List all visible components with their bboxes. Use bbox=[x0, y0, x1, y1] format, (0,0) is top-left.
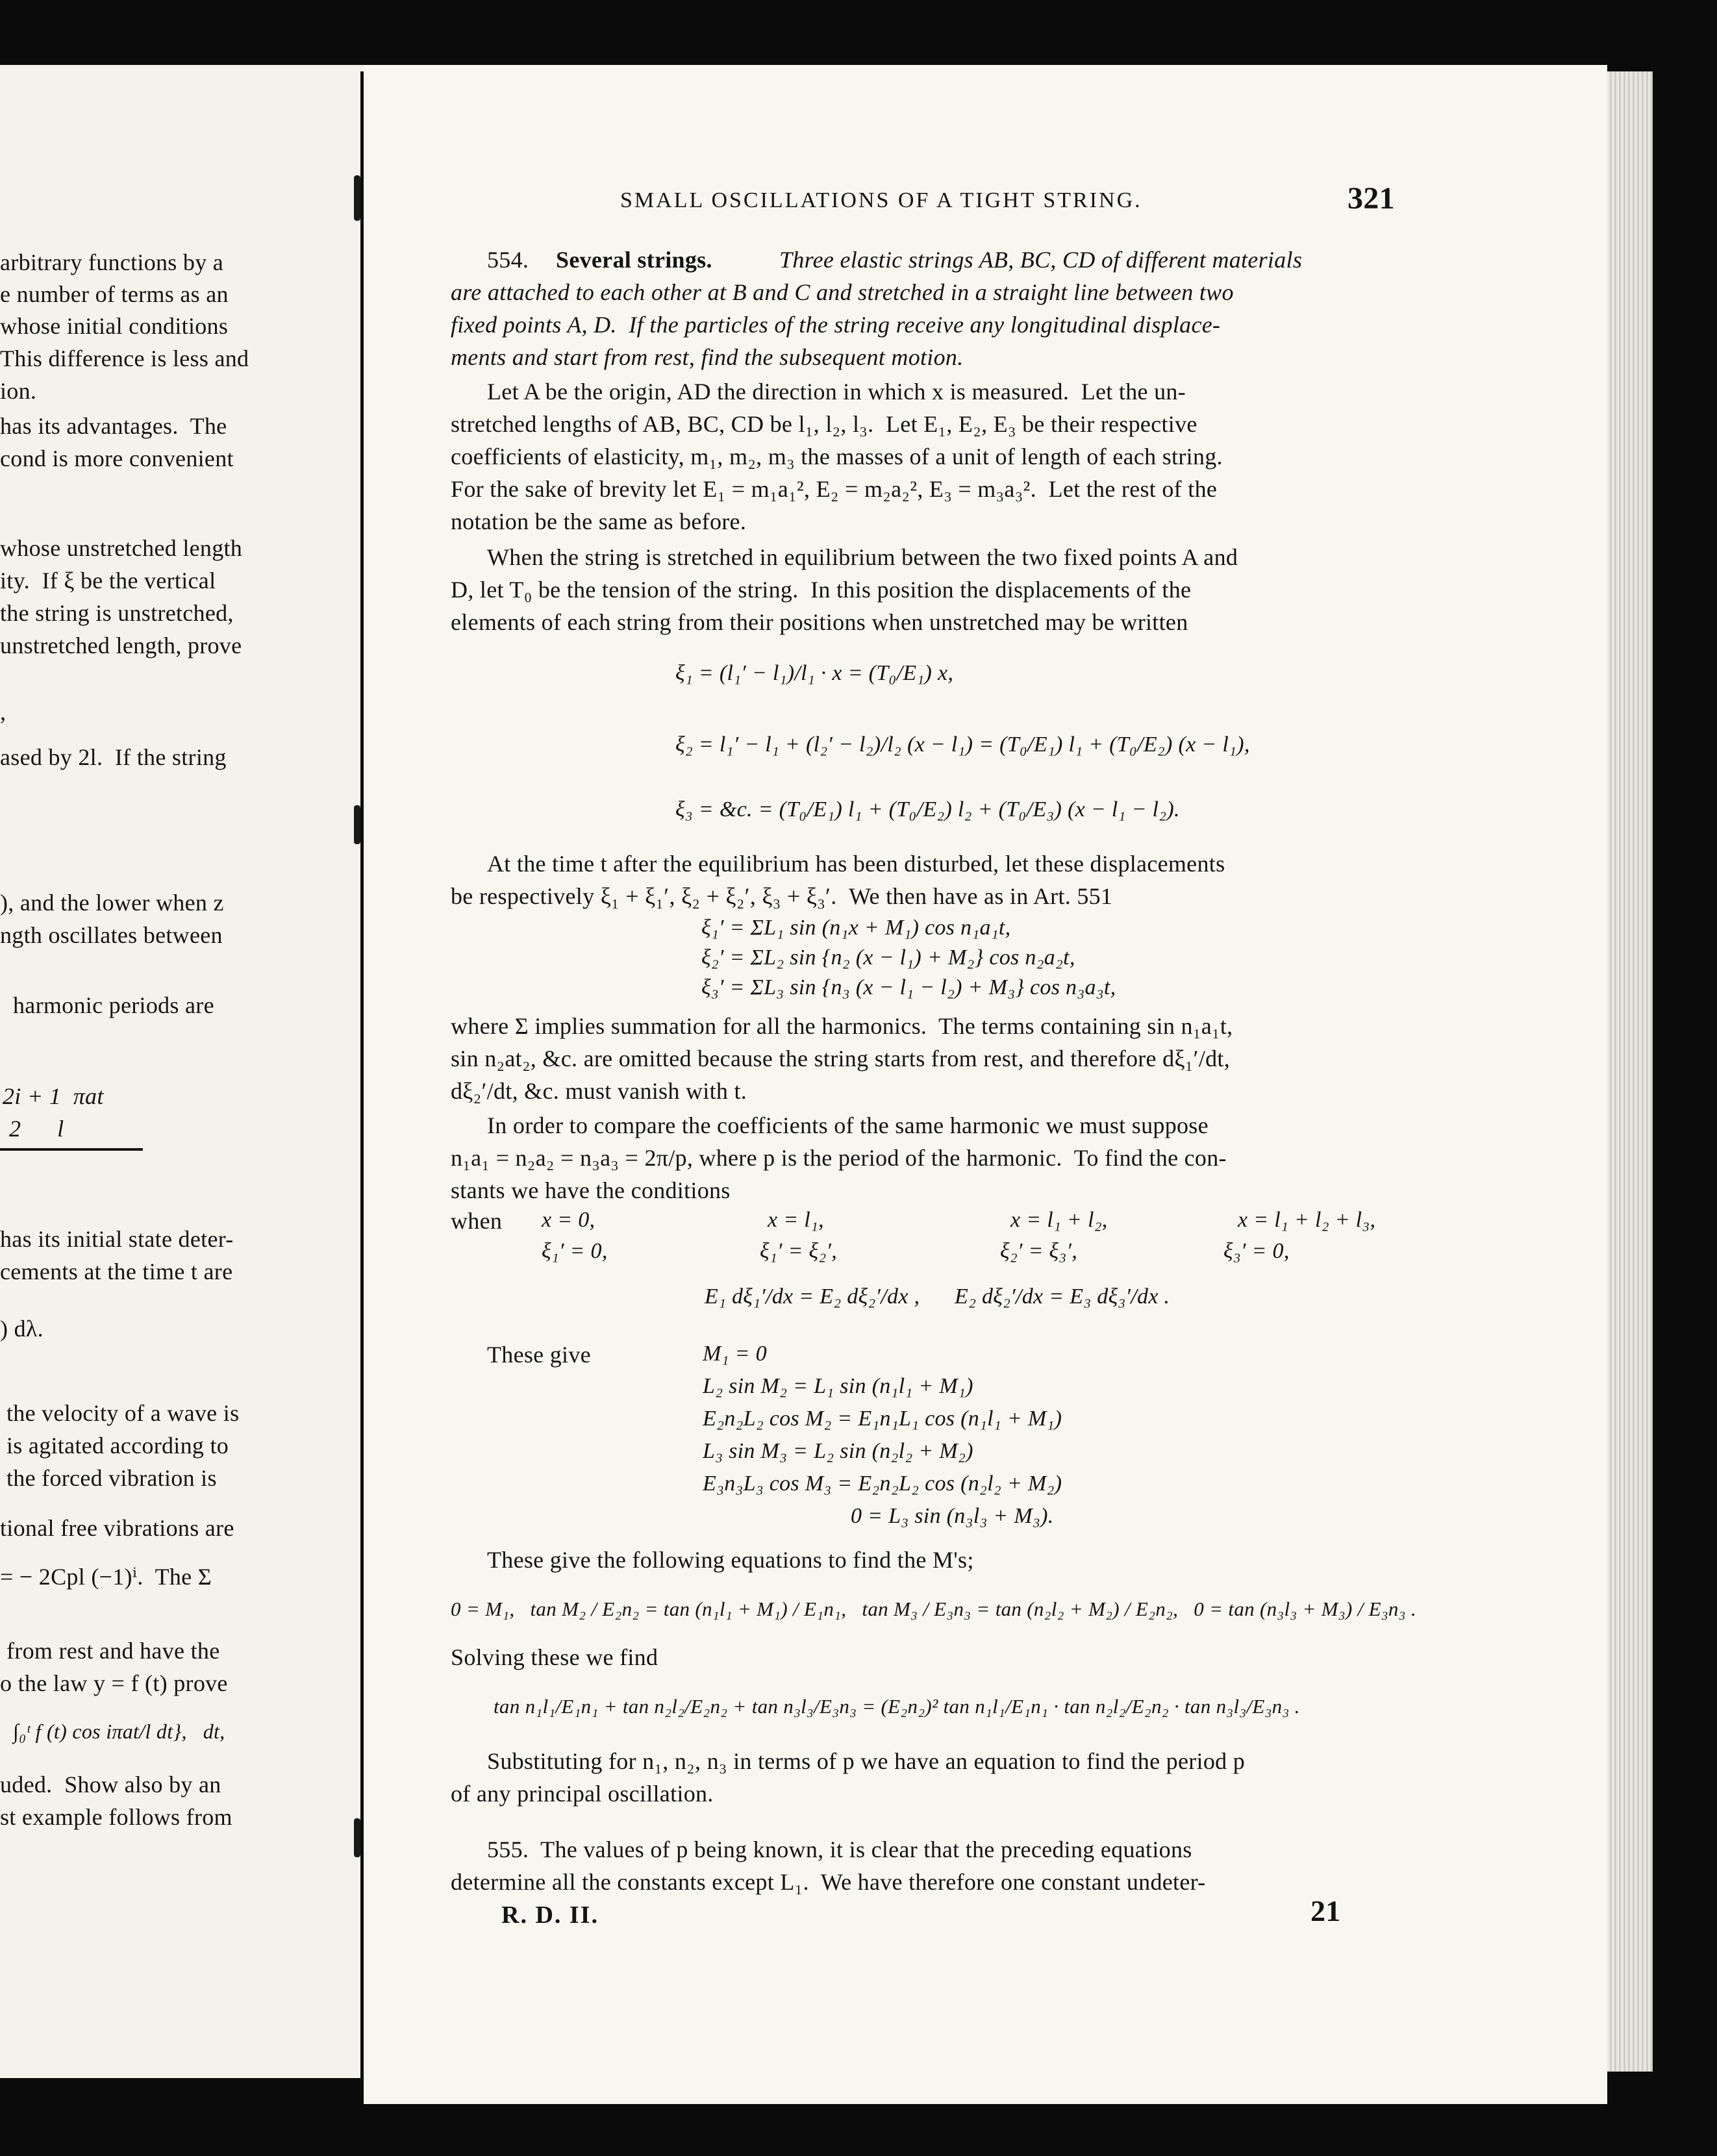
statement-line: ments and start from rest, find the subsequent motion. bbox=[451, 344, 964, 370]
body-line: 555. The values of p being known, it is clear that the preceding equations bbox=[487, 1836, 1192, 1862]
condition: E₁ dξ₁′/dx = E₂ dξ₂′/dx , bbox=[705, 1285, 920, 1309]
condition: E₂ dξ₂′/dx = E₃ dξ₃′/dx . bbox=[955, 1285, 1170, 1309]
body-line: n₁a₁ = n₂a₂ = n₃a₃ = 2π/p, where p is the period of the harmonic. To find the con- bbox=[451, 1145, 1227, 1171]
body-line: Solving these we find bbox=[451, 1644, 658, 1670]
equation-sum: ξ₂′ = ΣL₂ sin {n₂ (x − l₁) + M₂} cos n₂a₂t, bbox=[701, 946, 1075, 970]
equation-sum: ξ₃′ = ΣL₃ sin {n₃ (x − l₁ − l₂) + M₃} cos n₃a₃t, bbox=[701, 975, 1116, 999]
body-line: where Σ implies summation for all the harmonics. The terms containing sin n₁a₁t, bbox=[451, 1013, 1233, 1039]
binding-mark bbox=[354, 175, 360, 221]
left-line: tional free vibrations are bbox=[0, 1515, 234, 1541]
equation-M: 0 = L₃ sin (n₃l₃ + M₃). bbox=[851, 1504, 1054, 1528]
left-line: cond is more convenient bbox=[0, 445, 234, 471]
left-line: , bbox=[0, 699, 6, 725]
left-line: has its initial state deter- bbox=[0, 1226, 234, 1252]
left-line: ased by 2l. If the string bbox=[0, 744, 227, 770]
signature-mark: R. D. II. bbox=[501, 1901, 599, 1929]
body-line: D, let T₀ be the tension of the string. In this position the displacements of the bbox=[451, 577, 1192, 603]
body-line: These give the following equations to find the M's; bbox=[487, 1547, 974, 1573]
condition: x = 0, bbox=[542, 1208, 595, 1232]
left-line: 2 l bbox=[9, 1116, 64, 1142]
binding-mark bbox=[354, 805, 360, 844]
left-line: ity. If ξ be the vertical bbox=[0, 568, 216, 594]
left-line: arbitrary functions by a bbox=[0, 249, 224, 275]
left-line: 2i + 1 πat bbox=[3, 1083, 104, 1109]
condition: ξ₁′ = ξ₂′, bbox=[760, 1239, 838, 1263]
binding-mark bbox=[354, 1818, 360, 1857]
left-line: ngth oscillates between bbox=[0, 922, 223, 948]
statement-line: Three elastic strings AB, BC, CD of different materials bbox=[779, 247, 1303, 273]
body-line: sin n₂at₂, &c. are omitted because the string starts from rest, and therefore dξ₁′/dt, bbox=[451, 1046, 1231, 1072]
left-line: ion. bbox=[0, 378, 37, 404]
left-facing-page bbox=[0, 65, 364, 2078]
condition: x = l₁ + l₂, bbox=[1010, 1208, 1108, 1232]
body-line: At the time t after the equilibrium has been disturbed, let these displacements bbox=[487, 851, 1225, 877]
fraction-rule bbox=[0, 1148, 143, 1151]
body-line: dξ₂′/dt, &c. must vanish with t. bbox=[451, 1078, 747, 1104]
section-title: Several strings. bbox=[556, 247, 712, 273]
equation-M: L₂ sin M₂ = L₁ sin (n₁l₁ + M₁) bbox=[703, 1374, 973, 1398]
left-line: harmonic periods are bbox=[13, 992, 214, 1018]
left-line: uded. Show also by an bbox=[0, 1772, 221, 1798]
left-line: unstretched length, prove bbox=[0, 633, 242, 658]
left-line: st example follows from bbox=[0, 1804, 232, 1830]
page-number: 321 bbox=[1347, 181, 1395, 216]
condition: ξ₁′ = 0, bbox=[542, 1239, 608, 1263]
left-line: e number of terms as an bbox=[0, 281, 229, 307]
body-line: coefficients of elasticity, m₁, m₂, m₃ the masses of a unit of length of each string. bbox=[451, 444, 1223, 470]
left-line: cements at the time t are bbox=[0, 1259, 233, 1285]
equation-xi2: ξ₂ = l₁′ − l₁ + (l₂′ − l₂)/l₂ (x − l₁) = (T₀/E₁) l₁ + (T₀/E₂) (x − l₁), bbox=[675, 733, 1250, 757]
statement-line: are attached to each other at B and C and stretched in a straight line between two bbox=[451, 279, 1234, 305]
condition: ξ₃′ = 0, bbox=[1223, 1239, 1290, 1263]
body-line: In order to compare the coefficients of the same harmonic we must suppose bbox=[487, 1112, 1209, 1138]
equation-final: tan n₁l₁/E₁n₁ + tan n₂l₂/E₂n₂ + tan n₃l₃/E₃n₃ = (E₂n₂)² tan n₁l₁/E₁n₁ · tan n₂l₂/E₂n₂ · tan n₃l₃/E₃n₃ . bbox=[494, 1695, 1300, 1718]
body-line: of any principal oscillation. bbox=[451, 1781, 714, 1807]
left-line: the string is unstretched, bbox=[0, 600, 234, 626]
statement-line: fixed points A, D. If the particles of the string receive any longitudinal displace- bbox=[451, 312, 1221, 338]
body-line: For the sake of brevity let E₁ = m₁a₁², E₂ = m₂a₂², E₃ = m₃a₃². Let the rest of the bbox=[451, 476, 1218, 502]
equation-sum: ξ₁′ = ΣL₁ sin (n₁x + M₁) cos n₁a₁t, bbox=[701, 916, 1011, 940]
left-line: o the law y = f (t) prove bbox=[0, 1670, 228, 1696]
left-line: the forced vibration is bbox=[6, 1465, 217, 1491]
left-line: This difference is less and bbox=[0, 345, 249, 371]
equation-xi3: ξ₃ = &c. = (T₀/E₁) l₁ + (T₀/E₂) l₂ + (T₀/E₃) (x − l₁ − l₂). bbox=[675, 797, 1180, 821]
running-head: SMALL OSCILLATIONS OF A TIGHT STRING. bbox=[620, 188, 1142, 212]
body-line: stants we have the conditions bbox=[451, 1177, 731, 1203]
body-line: Let A be the origin, AD the direction in which x is measured. Let the un- bbox=[487, 379, 1186, 405]
left-line: the velocity of a wave is bbox=[6, 1400, 240, 1426]
equation-M: M₁ = 0 bbox=[703, 1342, 767, 1366]
left-line: from rest and have the bbox=[6, 1638, 220, 1664]
body-line: Substituting for n₁, n₂, n₃ in terms of p we have an equation to find the period p bbox=[487, 1748, 1246, 1774]
body-line: notation be the same as before. bbox=[451, 508, 747, 534]
sheet-number: 21 bbox=[1310, 1894, 1341, 1927]
left-line: has its advantages. The bbox=[0, 413, 227, 439]
equation-M: L₃ sin M₃ = L₂ sin (n₂l₂ + M₂) bbox=[703, 1439, 973, 1463]
left-line: ), and the lower when z bbox=[0, 890, 224, 916]
left-line: ∫₀ᵗ f (t) cos iπat/l dt}, dt, bbox=[13, 1720, 225, 1743]
condition: ξ₂′ = ξ₃′, bbox=[1000, 1239, 1078, 1263]
left-line: = − 2Cpl (−1)ⁱ. The Σ bbox=[0, 1564, 212, 1590]
equation-M: E₂n₂L₂ cos M₂ = E₁n₁L₁ cos (n₁l₁ + M₁) bbox=[703, 1407, 1062, 1431]
left-line: is agitated according to bbox=[6, 1433, 229, 1459]
body-line: elements of each string from their positions when unstretched may be written bbox=[451, 609, 1188, 635]
equation-M: E₃n₃L₃ cos M₃ = E₂n₂L₂ cos (n₂l₂ + M₂) bbox=[703, 1472, 1062, 1496]
section-number: 554. bbox=[487, 247, 529, 273]
page-stack-edge bbox=[1607, 71, 1653, 2072]
left-line: whose initial conditions bbox=[0, 313, 229, 339]
condition: x = l₁ + l₂ + l₃, bbox=[1238, 1208, 1376, 1232]
left-line: ) dλ. bbox=[0, 1316, 44, 1342]
condition: x = l₁, bbox=[768, 1208, 824, 1232]
conditions-when: when bbox=[451, 1208, 503, 1234]
body-line: When the string is stretched in equilibrium between the two fixed points A and bbox=[487, 544, 1238, 570]
equation-xi1: ξ₁ = (l₁′ − l₁)/l₁ · x = (T₀/E₁) x, bbox=[675, 661, 954, 685]
left-line: whose unstretched length bbox=[0, 535, 243, 561]
body-line: be respectively ξ₁ + ξ₁′, ξ₂ + ξ₂′, ξ₃ + ξ₃′. We then have as in Art. 551 bbox=[451, 883, 1113, 909]
equation-tan: 0 = M₁, tan M₂ / E₂n₂ = tan (n₁l₁ + M₁) / E₁n₁, tan M₃ / E₃n₃ = tan (n₂l₂ + M₂) / E₂n₂, 0 = tan (n₃l₃ + M₃) / E₃n₃ . bbox=[451, 1598, 1416, 1620]
body-line: determine all the constants except L₁. We have therefore one constant undeter- bbox=[451, 1869, 1206, 1895]
body-line: stretched lengths of AB, BC, CD be l₁, l₂, l₃. Let E₁, E₂, E₃ be their respective bbox=[451, 411, 1197, 437]
these-give-label: These give bbox=[487, 1342, 591, 1368]
